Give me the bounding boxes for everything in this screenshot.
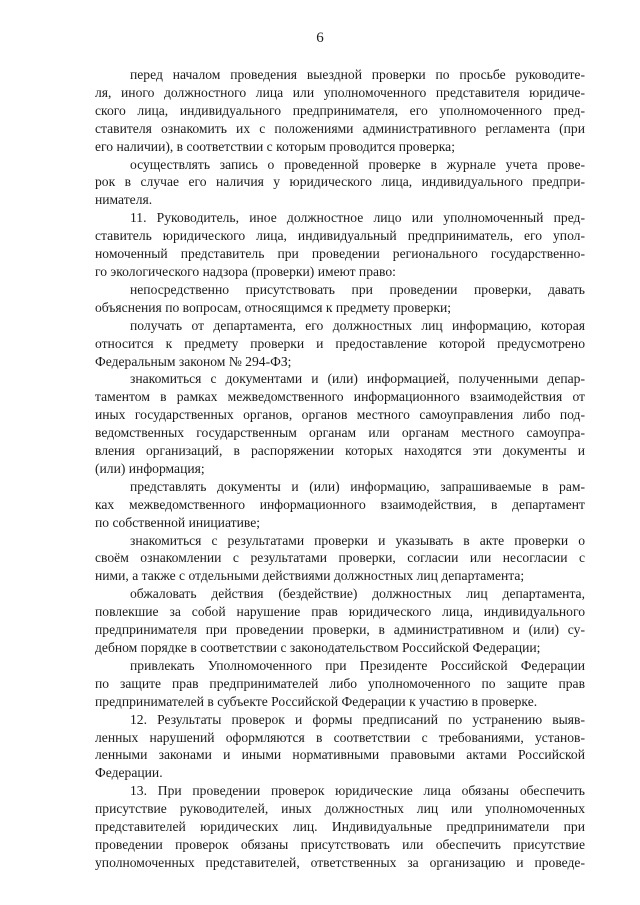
page-number: 6 xyxy=(316,30,324,46)
paragraph xyxy=(95,370,585,477)
text-line: иных государственных органов, органов местного самоуправления либо под- xyxy=(95,407,585,423)
text-line: представлять документы и (или) информацию, запрашиваемые в рам- xyxy=(130,478,585,494)
paragraph xyxy=(95,209,585,281)
paragraph xyxy=(95,585,585,657)
text-line: ведомственных государственным органам или органам местного самоупра- xyxy=(95,425,585,441)
text-line: го экологического надзора (проверки) имеют право: xyxy=(95,263,396,279)
text-line: присутствие руководителей, иных должностных лиц или уполномоченных xyxy=(95,801,585,817)
text-line: обжаловать действия (бездействие) должностных лиц департамента, xyxy=(130,586,585,602)
text-line: Федеральным законом № 294-ФЗ; xyxy=(95,353,292,369)
text-line: вления организаций, в распоряжении которых находятся эти документы и xyxy=(95,443,585,459)
text-line: ленными законами и иными нормативными правовыми актами Российской xyxy=(95,747,585,763)
text-line: получать от департамента, его должностных лиц информацию, которая xyxy=(130,317,585,333)
text-line: (или) информация; xyxy=(95,460,205,476)
paragraph xyxy=(95,317,585,371)
text-line: повлекшие за собой нарушение прав юридического лица, индивидуального xyxy=(95,604,585,620)
text-line: уполномоченных представителей, ответственных за организацию и проведе- xyxy=(95,854,585,870)
text-line: ля, иного должностного лица или уполномоченного представителя юридиче- xyxy=(95,84,585,100)
text-line: осуществлять запись о проведенной проверке в журнале учета прове- xyxy=(130,156,585,172)
text-line: ках межведомственного информационного взаимодействия, в департамент xyxy=(95,496,585,512)
text-line: номоченный представитель при проведении регионального государственно- xyxy=(95,246,585,262)
paragraph xyxy=(95,66,585,156)
text-line: относится к предмету проверки и предоставление которой предусмотрено xyxy=(95,335,585,351)
paragraph xyxy=(95,711,585,783)
text-line: предпринимателей в субъекте Российской Федерации к участию в проверке. xyxy=(95,693,538,709)
text-line: предпринимателя при проведении проверки, в административном и (или) су- xyxy=(95,622,585,638)
text-line: 11. Руководитель, иное должностное лицо или уполномоченный пред- xyxy=(130,210,585,226)
paragraph xyxy=(95,478,585,532)
text-line: представителей юридических лиц. Индивидуальные предприниматели при xyxy=(95,819,585,835)
text-line: ставителя ознакомить их с положениями административного регламента (при xyxy=(95,120,585,136)
text-line: ними, а также с отдельными действиями должностных лиц департамента; xyxy=(95,568,525,584)
text-line: рок в случае его наличия у юридического лица, индивидуального предпри- xyxy=(95,174,585,190)
text-line: 13. При проведении проверок юридические лица обязаны обеспечить xyxy=(130,783,585,799)
paragraph xyxy=(95,532,585,586)
text-line: привлекать Уполномоченного при Президенте Российской Федерации xyxy=(130,657,585,673)
text-line: 12. Результаты проверок и формы предписаний по устранению выяв- xyxy=(130,711,585,727)
text-line: ленных нарушений оформляются в соответствии с требованиями, установ- xyxy=(95,729,585,745)
text-line: своём ознакомлении с результатами проверки, согласии или несогласии с xyxy=(95,550,585,566)
text-line: объяснения по вопросам, относящимся к предмету проверки; xyxy=(95,299,452,315)
text-line: таментом в рамках межведомственного информационного взаимодействия от xyxy=(95,389,585,405)
paragraph xyxy=(95,281,585,317)
text-line: его наличии), в соответствии с которым проводится проверка; xyxy=(95,138,455,154)
text-line: знакомиться с документами и (или) информацией, полученными депар- xyxy=(130,371,585,387)
paragraph xyxy=(95,782,585,872)
text-line: непосредственно присутствовать при проведении проверки, давать xyxy=(130,281,585,297)
text-line: нимателя. xyxy=(95,192,153,208)
text-line: ставитель юридического лица, индивидуальный предприниматель, его упол- xyxy=(95,228,585,244)
text-line: перед началом проведения выездной проверки по просьбе руководите- xyxy=(130,67,585,82)
paragraph xyxy=(95,156,585,210)
paragraph xyxy=(95,657,585,711)
text-line: знакомиться с результатами проверки и указывать в акте проверки о xyxy=(130,532,585,548)
text-line: по защите прав предпринимателей либо уполномоченного по защите прав xyxy=(95,675,585,691)
text-line: проведении проверок обязаны присутствовать или обеспечить присутствие xyxy=(95,836,585,852)
text-line: по собственной инициативе; xyxy=(95,514,261,530)
text-line: Федерации. xyxy=(95,765,163,781)
text-line: дебном порядке в соответствии с законодательством Российской Федерации; xyxy=(95,640,541,655)
text-line: ского лица, индивидуального предпринимателя, его уполномоченного пред- xyxy=(95,102,585,118)
document-body xyxy=(95,66,585,872)
